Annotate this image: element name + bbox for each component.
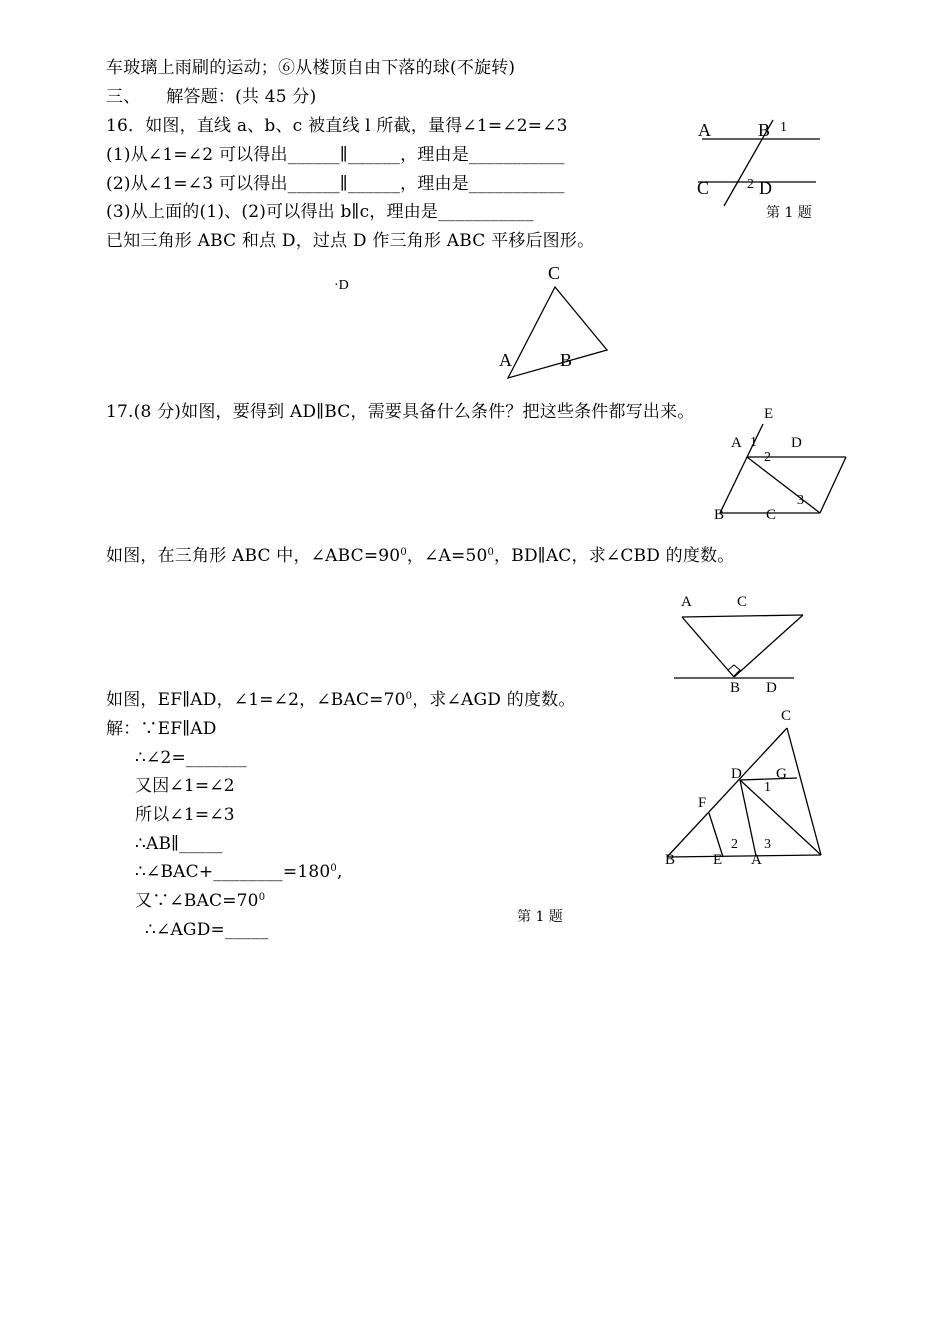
fig1-caption: 第 1 题: [766, 205, 812, 221]
question-16-part-2: (2)从∠1=∠3 可以得出______∥______，理由是___________: [106, 174, 565, 194]
solution-line: ∴∠2=_______: [135, 748, 247, 768]
fig5-angle-1: 1: [764, 780, 771, 795]
fig2-label-c: C: [548, 263, 561, 283]
fig3-label-d: D: [791, 435, 802, 451]
fig3-angle-3: 3: [797, 493, 804, 508]
triangle-question: 如图，在三角形 ABC 中，$\angle ABC=90^0$，$\angle A=50^0$，BD∥AC，求∠CBD 的度数。: [106, 546, 735, 566]
fig2-point-d: ·D: [334, 278, 349, 293]
question-16-part-1: (1)从∠1=∠2 可以得出______∥______，理由是___________: [106, 145, 565, 165]
fig1-angle-2: 2: [747, 177, 754, 192]
solution-line: ∴∠AGD=_____: [145, 920, 269, 940]
question-16: 16．如图，直线 a、b、c 被直线 l 所截，量得∠1=∠2=∠3: [106, 116, 568, 136]
translation-question: 已知三角形 ABC 和点 D，过点 D 作三角形 ABC 平移后图形。: [106, 231, 595, 251]
fig5-caption: 第 1 题: [517, 909, 563, 925]
fig1-label-d: D: [759, 178, 772, 198]
fig1-label-c: C: [697, 178, 710, 198]
fig5-label-e: E: [713, 852, 723, 868]
solution-line: $\therefore\angle BAC+\_\_\_\_\_\_\_\_=180^0$,: [135, 862, 343, 882]
fig5-label-g: G: [776, 766, 787, 782]
fig3-label-e: E: [764, 406, 774, 422]
fig4-label-b: B: [730, 680, 741, 696]
question-17: 17.(8 分)如图，要得到 AD∥BC，需要具备什么条件？把这些条件都写出来。: [106, 402, 695, 422]
parallel-question: 如图，EF∥AD，∠1=∠2，$\angle BAC=70^0$，求∠AGD 的度数。: [106, 690, 576, 710]
fig2-label-a: A: [499, 350, 512, 370]
fig5-label-a: A: [751, 852, 762, 868]
fig4-label-a: A: [681, 594, 692, 610]
solution-line: ∴AB∥_____: [135, 834, 223, 854]
solution-line: 又因∠1=∠2: [135, 776, 235, 796]
fig3-angle-1: 1: [750, 435, 757, 450]
fig5-angle-3: 3: [764, 837, 771, 852]
fig5-label-f: F: [698, 795, 707, 811]
solution-line: 解：∵EF∥AD: [106, 719, 217, 739]
fig1-angle-1: 1: [780, 120, 787, 135]
fig3-label-a: A: [731, 435, 742, 451]
fig5-angle-2: 2: [731, 837, 738, 852]
fig5-label-c: C: [781, 708, 792, 724]
section-heading: 三、 解答题：(共 45 分): [106, 87, 317, 107]
fig5-label-b: B: [665, 852, 676, 868]
solution-line: 所以∠1=∠3: [135, 805, 235, 825]
fig4-label-d: D: [766, 680, 777, 696]
fig1-label-b: B: [758, 120, 771, 140]
fig4-label-c: C: [737, 594, 748, 610]
text-line: 车玻璃上雨刷的运动；⑥从楼顶自由下落的球(不旋转): [106, 58, 516, 78]
question-16-part-3: (3)从上面的(1)、(2)可以得出 b∥c，理由是___________: [106, 202, 534, 222]
fig5-label-d: D: [731, 766, 742, 782]
fig1-label-a: A: [698, 120, 711, 140]
fig2-label-b: B: [560, 350, 573, 370]
fig3-angle-2: 2: [764, 450, 771, 465]
fig3-label-b: B: [714, 507, 725, 523]
solution-line: 又$\because\angle BAC=70^0$: [135, 891, 266, 911]
fig3-label-c: C: [766, 507, 777, 523]
